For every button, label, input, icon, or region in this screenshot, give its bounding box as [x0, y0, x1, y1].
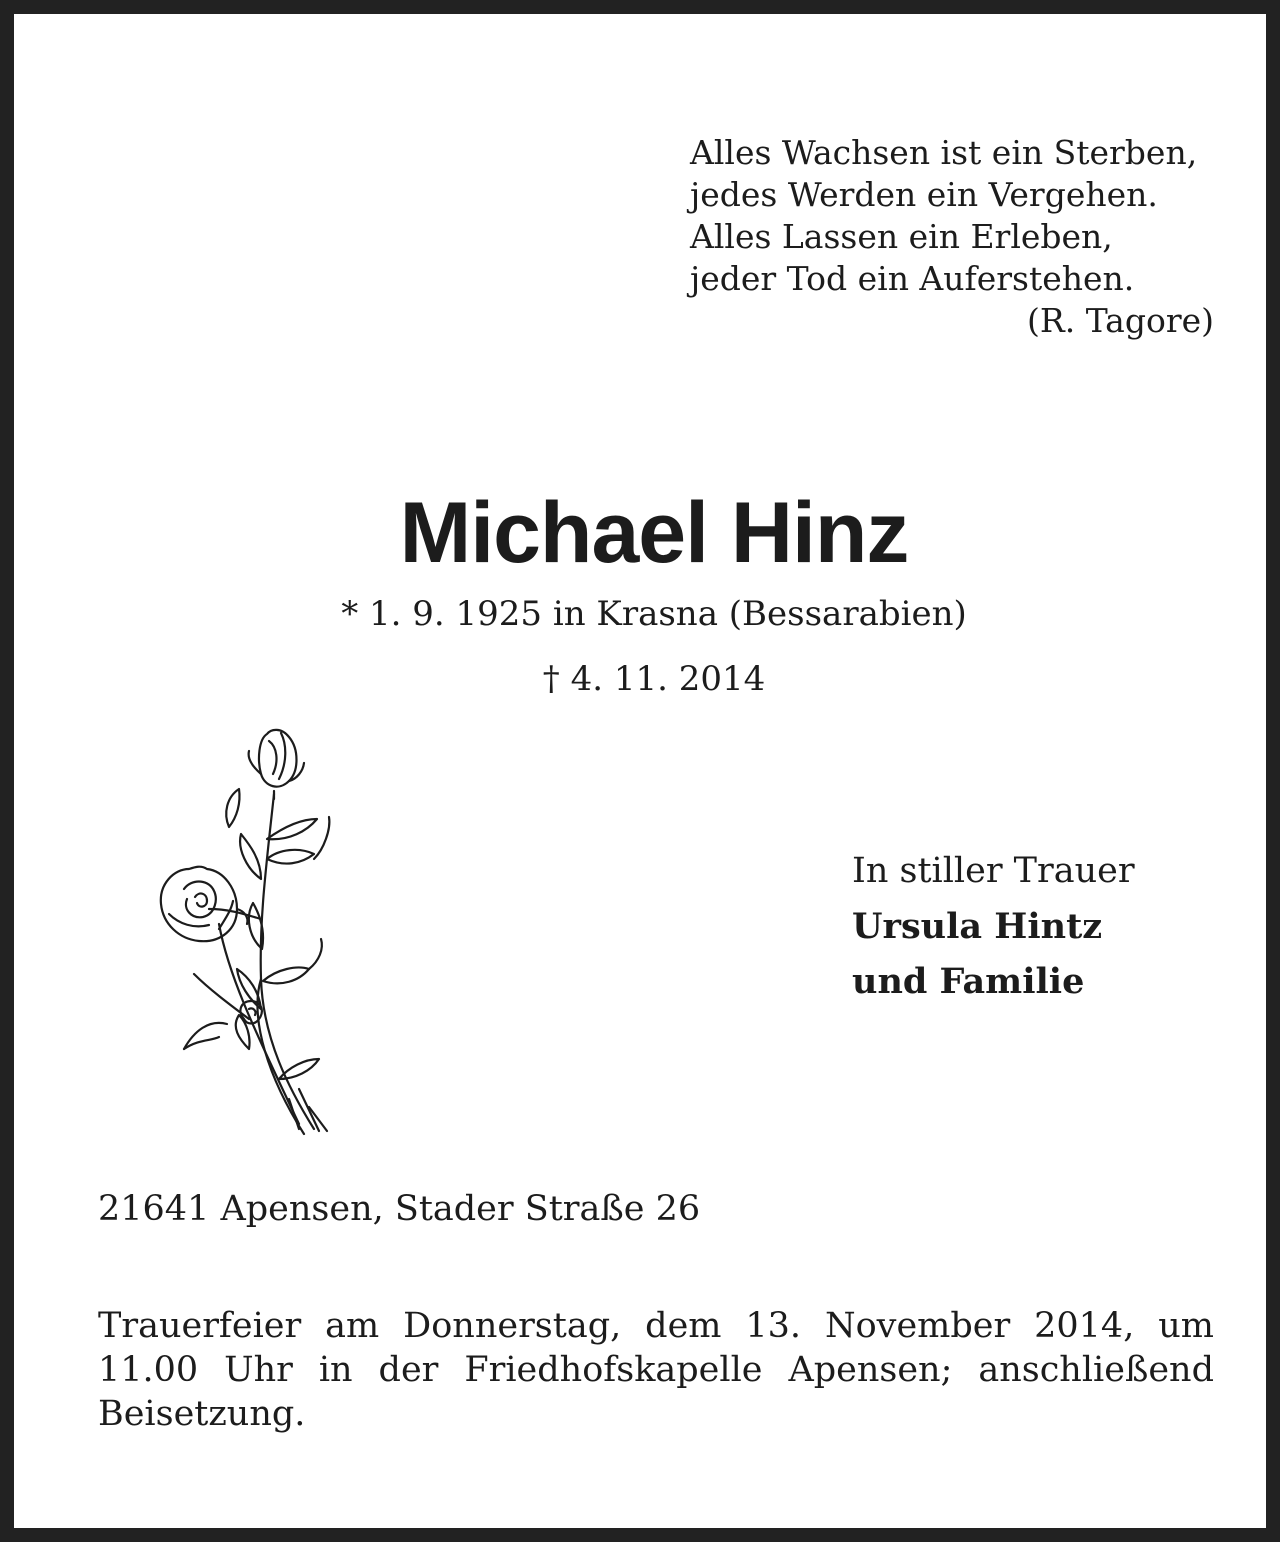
birth-date: * 1. 9. 1925 in Krasna (Bessarabien)	[341, 594, 967, 634]
address: 21641 Apensen, Stader Straße 26	[98, 1189, 701, 1229]
motto-line: jedes Werden ein Vergehen.	[690, 175, 1158, 214]
death-date: † 4. 11. 2014	[542, 659, 766, 699]
mourner-name: Ursula Hintz	[852, 906, 1103, 947]
mourners-intro: In stiller Trauer	[852, 851, 1135, 891]
motto-line: jeder Tod ein Auferstehen.	[690, 259, 1135, 298]
ceremony-info: Trauerfeier am Donnerstag, dem 13. November 2014, um 11.00 Uhr in der Friedhofskapelle Apensen; anschließend Beisetzung.	[98, 1306, 1214, 1434]
motto-line: Alles Wachsen ist ein Sterben,	[690, 133, 1198, 172]
motto-quote	[690, 132, 1220, 342]
mourner-family: und Familie	[852, 961, 1085, 1002]
rose-drawing-icon	[149, 719, 349, 1139]
deceased-name: Michael Hinz	[399, 485, 909, 581]
motto-line: Alles Lassen ein Erleben,	[690, 217, 1113, 256]
mourners-block	[852, 844, 1135, 1009]
motto-author: (R. Tagore)	[1027, 301, 1214, 340]
